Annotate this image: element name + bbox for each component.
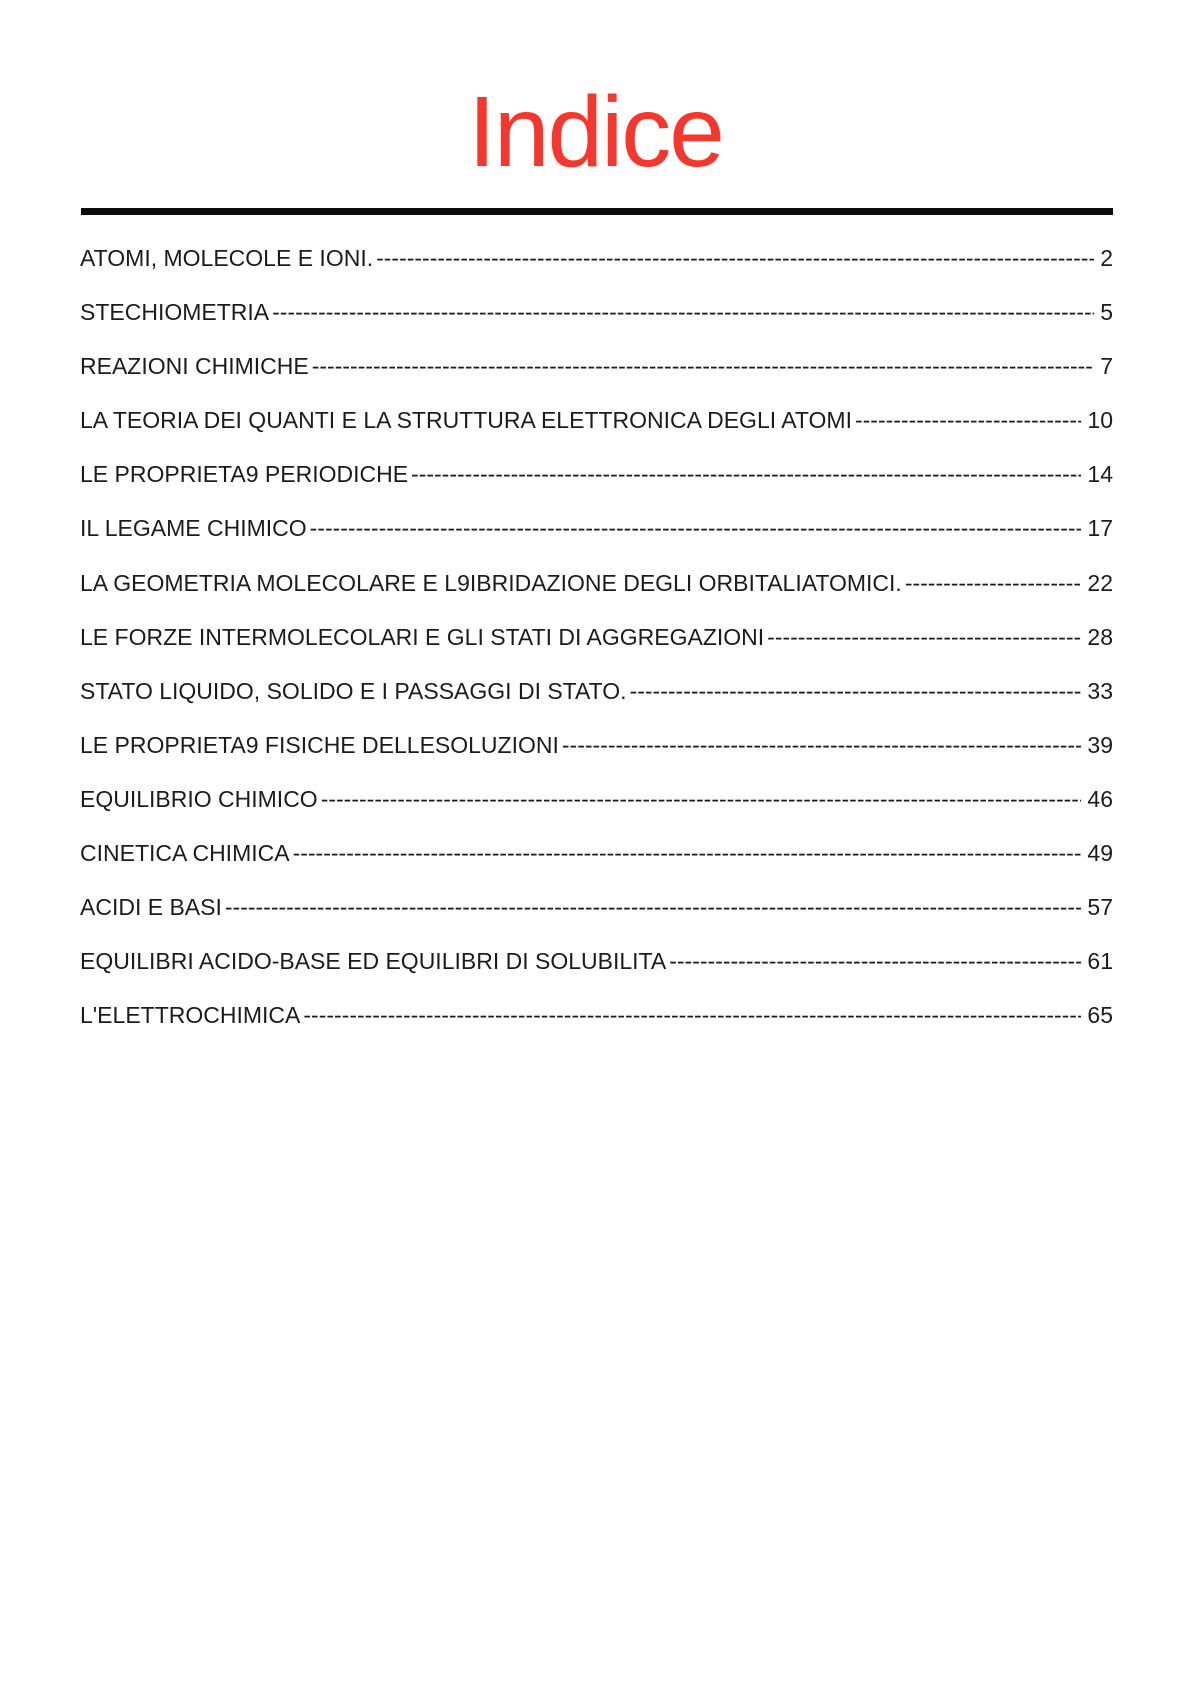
toc-page-number: 5 [1100, 299, 1113, 326]
toc-entry-title: EQUILIBRI ACIDO-BASE ED EQUILIBRI DI SOLUBILITA [80, 948, 667, 975]
toc-leader [411, 447, 1081, 501]
toc-entry-title: STATO LIQUIDO, SOLIDO E I PASSAGGI DI STATO. [80, 677, 627, 704]
toc-entry [80, 447, 1113, 501]
toc-page-number: 39 [1087, 731, 1113, 758]
toc-page-number: 22 [1087, 569, 1113, 596]
toc-page-number: 7 [1100, 353, 1113, 380]
toc-entry [80, 826, 1113, 880]
toc-leader [303, 988, 1081, 1042]
toc-page-number: 49 [1087, 840, 1113, 867]
toc-entry [80, 339, 1113, 393]
toc-page-number: 65 [1087, 1002, 1113, 1029]
toc-entry [80, 231, 1113, 285]
toc-page-number: 61 [1087, 948, 1113, 975]
toc-entry-title: ATOMI, MOLECOLE E IONI. [80, 245, 374, 271]
toc-entry [80, 664, 1113, 718]
toc-entry [80, 556, 1113, 610]
toc-page-number: 28 [1087, 623, 1113, 650]
toc-page-number: 2 [1100, 245, 1113, 271]
toc-entry-title: LE PROPRIETA9 FISICHE DELLESOLUZIONI [80, 731, 559, 758]
toc-page-number: 33 [1087, 677, 1113, 704]
toc-page-number: 10 [1087, 407, 1113, 434]
toc-leader [905, 556, 1082, 610]
toc-entry [80, 718, 1113, 772]
toc-entry [80, 501, 1113, 555]
toc-entry [80, 772, 1113, 826]
toc-leader [855, 393, 1081, 447]
toc-entry-title: LE PROPRIETA9 PERIODICHE [80, 461, 409, 488]
toc-entry-title: LE FORZE INTERMOLECOLARI E GLI STATI DI AGGREGAZIONI [80, 623, 765, 650]
toc-leader [376, 231, 1094, 285]
toc-entry [80, 934, 1113, 988]
toc-entry [80, 988, 1113, 1042]
toc-leader [669, 934, 1081, 988]
toc-entry-title: CINETICA CHIMICA [80, 840, 290, 867]
toc-entry-title: L'ELETTROCHIMICA [80, 1002, 301, 1029]
toc-entry-title: REAZIONI CHIMICHE [80, 353, 309, 380]
toc-entry-title: LA GEOMETRIA MOLECOLARE E L9IBRIDAZIONE DEGLI ORBITALIATOMICI. [80, 569, 902, 596]
toc-leader [310, 501, 1082, 555]
toc-leader [630, 664, 1082, 718]
title-divider [81, 208, 1113, 215]
toc-entry-title: STECHIOMETRIA [80, 299, 270, 326]
toc-entry-title: IL LEGAME CHIMICO [80, 515, 307, 542]
toc-page-number: 17 [1087, 515, 1113, 542]
toc-leader [225, 880, 1082, 934]
page-title: Indice [468, 76, 723, 188]
toc-page-number: 57 [1087, 894, 1113, 921]
toc-leader [312, 339, 1094, 393]
toc-entry-title: LA TEORIA DEI QUANTI E LA STRUTTURA ELETTRONICA DEGLI ATOMI [80, 407, 852, 434]
toc-entry-title: ACIDI E BASI [80, 894, 222, 921]
toc-leader [272, 285, 1094, 339]
table-of-contents [80, 231, 1113, 1042]
toc-entry [80, 880, 1113, 934]
toc-page-number: 14 [1087, 461, 1113, 488]
toc-leader [562, 718, 1082, 772]
toc-entry [80, 610, 1113, 664]
toc-entry-title: EQUILIBRIO CHIMICO [80, 785, 318, 812]
toc-entry [80, 285, 1113, 339]
toc-leader [293, 826, 1082, 880]
toc-leader [767, 610, 1081, 664]
toc-page-number: 46 [1087, 785, 1113, 812]
toc-leader [321, 772, 1082, 826]
toc-entry [80, 393, 1113, 447]
